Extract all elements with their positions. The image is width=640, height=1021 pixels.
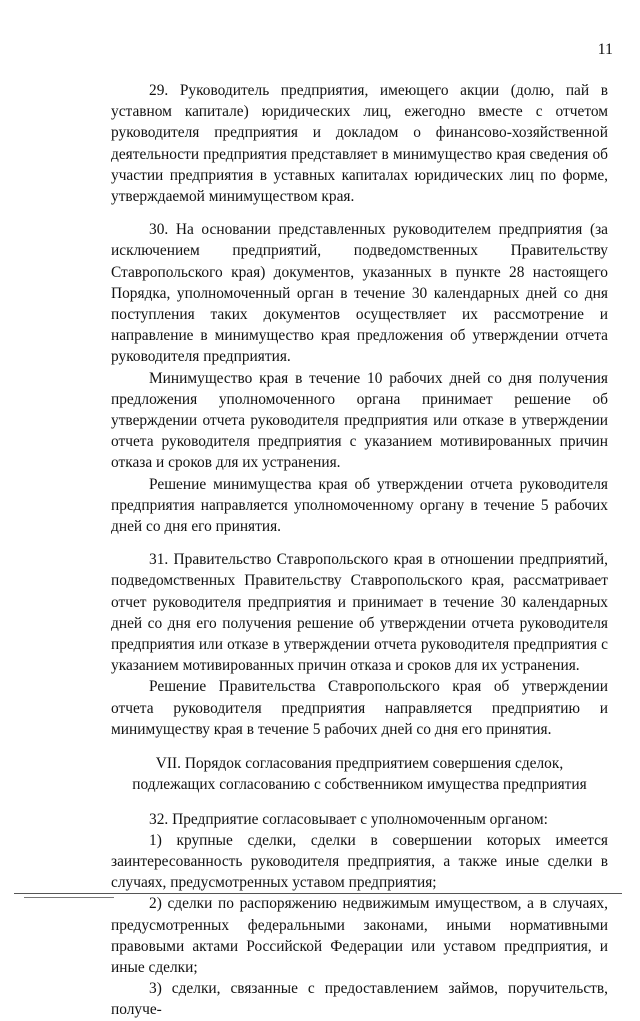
paragraph-32-item-2: 2) сделки по распоряжению недвижимым имуществом, а в случаях, предусмотренных федеральными законами, иными нормативными правовыми актами Российской Федерации или уставом предприятия, и иные сделки;	[111, 895, 608, 976]
section-title-vii	[111, 753, 608, 795]
paragraph-31: 31. Правительство Ставропольского края в отношении предприятий, подведомственных Правительству Ставропольского края, рассматривает отчет руководителя предприятия и принимает в течение 30 календарных дней со дня его получения решение об утверждении отчета руководителя предприятия или отказе в утверждении отчета руководителя предприятия с указанием мотивированных причин отказа и сроков для их устранения.	[111, 551, 608, 675]
page-number: 11	[597, 41, 613, 58]
paragraph-30: 30. На основании представленных руководителем предприятия (за исключением предприятий, подведомственных Правительству Ставропольского края) документов, указанных в пункте 28 настоящего Порядка, уполномоченный орган в течение 30 календарных дней со дня поступления таких документов осуществляет их рассмотрение и направление в минимущество края предложения об утверждении отчета руководителя предприятия.	[111, 221, 608, 366]
section-title-line-2: подлежащих согласованию с собственником имущества предприятия	[132, 776, 587, 794]
footer-divider-short	[24, 897, 114, 898]
document-body	[111, 80, 608, 1021]
paragraph-30-ministry-decision: Минимущество края в течение 10 рабочих дней со дня получения предложения уполномоченного органа принимает решение об утверждении отчета руководителя предприятия или отказе в утверждении отчета руководителя предприятия с указанием мотивированных причин отказа и сроков для их устранения.	[111, 369, 608, 472]
paragraph-32-item-1: 1) крупные сделки, сделки в совершении которых имеется заинтересованность руководителя предприятия, а также иные сделки в случаях, предусмотренных уставом предприятия;	[111, 831, 608, 892]
paragraph-29: 29. Руководитель предприятия, имеющего акции (долю, пай в уставном капитале) юридических лиц, ежегодно вместе с отчетом руководителя предприятия и докладом о финансово-хозяйственной деятельности предприятия представляет в минимущество края сведения об участии предприятия в уставных капиталах юридических лиц по форме, утверждаемой минимуществом края.	[111, 82, 608, 206]
paragraph-32-item-3: 3) сделки, связанные с предоставлением займов, поручительств, получе-	[111, 980, 608, 1019]
paragraph-30-decision-sent: Решение минимущества края об утверждении отчета руководителя предприятия направляется уполномоченному органу в течение 5 рабочих дней со дня его принятия.	[111, 475, 608, 536]
footer-divider	[14, 893, 622, 894]
paragraph-32: 32. Предприятие согласовывает с уполномоченным органом:	[149, 810, 548, 828]
paragraph-31-government-decision: Решение Правительства Ставропольского края об утверждении отчета руководителя предприятия направляется предприятию и минимуществу края в течение 5 рабочих дней со дня его принятия.	[111, 678, 608, 738]
section-title-line-1: VII. Порядок согласования предприятием совершения сделок,	[155, 755, 564, 773]
